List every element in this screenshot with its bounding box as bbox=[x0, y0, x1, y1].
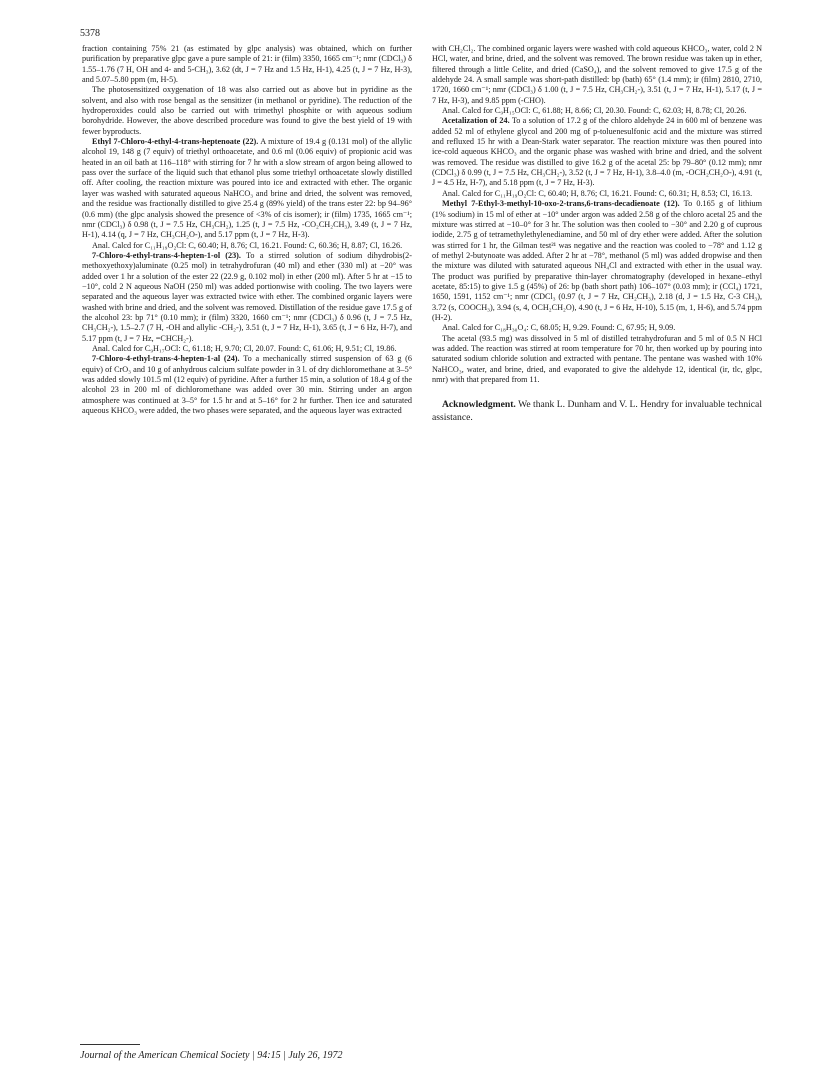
section-heading: 7-Chloro-4-ethyl-trans-4-hepten-1-ol (23). bbox=[92, 250, 241, 260]
paragraph-text: To 0.165 g of lithium (1% sodium) in 15 ml of ether at −10° under argon was added 2.58 g of the chloro acetal 25 and the mixture was stirred at −10–0° for 3 hr. The solution was then cooled to −30° and 2.20 g of cuprous iodide, 2.75 g of tetramethylethylenediamine, and 50 ml of dry ether were added. After the solution was stirred for 1 hr, the Gilman test²¹ was negative and the reaction was cooled to −78° and 1.12 g of methyl 2-butynoate was added. After 2 hr at −78°, methanol (5 ml) was added dropwise and then the mixture was diluted with saturated aqueous NH₄Cl and extracted with ether in the usual way. The product was purified by preparative thin-layer chromatography (developed in hexane–ethyl acetate, 85:15) to give 1.5 g (45%) of 26: bp (bath short path) 106–107° (0.03 mm); ir (CCl₄) 1721, 1650, 1591, 1152 cm⁻¹; nmr (CDCl₃ (0.97 (t, J = 7 Hz, CH₂CH₃), 2.18 (d, J = 1.5 Hz, C-3 CH₃), 3.72 (s, COOCH₃), 3.94 (s, 4, OCH₂CH₂O), 4.90 (t, J = 6 Hz, H-10), 5.15 (m, 1, H-6), and 5.74 ppm (H-2). bbox=[432, 199, 762, 322]
paragraph bbox=[432, 199, 762, 323]
paragraph-text: A mixture of 19.4 g (0.131 mol) of the allylic alcohol 19, 148 g (7 equiv) of triethyl orthoacetate, and 0.6 ml (0.06 equiv) of propionic acid was heated in an oil bath at 116–118° with stirring for 7 hr with a slow stream of argon being allowed to pass over the surface of the liquid such that ethanol plus some triethyl orthoacetate slowly distilled off. After cooling, the reaction mixture was poured into ice and extracted with ether. The organic layer was washed with saturated aqueous NaHCO₃ and brine and dried, the solvent was removed, and the residue was fractionally distilled to give 25.4 g (89% yield) of the trans ester 22: bp 94–96° (0.6 mm) (the glpc analysis showed the presence of <3% of cis isomer); ir (film) 1735, 1665 cm⁻¹; nmr (CDCl₃) δ 0.98 (t, J = 7.5 Hz, CH₃CH₂), 1.25 (t, J = 7.5 Hz, -CO₂CH₂CH₃), 3.49 (t, J = 7 Hz, H-1), 4.14 (q, J = 7 Hz, CH₃CH₂O-), and 5.17 ppm (t, J = 7 Hz, H-3). bbox=[82, 137, 412, 240]
paragraph-text: To a stirred solution of sodium dihydrobis(2-methoxyethoxy)aluminate (0.25 mol) in tetrahydrofuran (40 ml) and ether (330 ml) at −20° was added over 1 hr a solution of the ester 22 (22.9 g, 0.102 mol) in ether (200 ml). After 5 hr at −15 to −10°, cold 2 N aqueous NaOH (250 ml) was added portionwise with cooling. The two layers were separated and the aqueous layer was extracted twice with ether. The combined organic layers were washed with brine and dried, and the solvent was removed. Distillation of the residue gave 17.5 g of the alcohol 23: bp 71° (0.10 mm); ir (film) 3320, 1660 cm⁻¹; nmr (CDCl₃) δ 0.96 (t, J = 7.5 Hz, CH₃CH₂-), 1.5–2.7 (7 H, -OH and allylic -CH₂-), 3.51 (t, J = 7 Hz, H-1), 3.65 (t, J = 6 Hz, H-7), and 5.17 ppm (t, J = 7 Hz, =CHCH₂-). bbox=[82, 250, 412, 343]
paragraph-text: Anal. Calcd for C₁₈H₃₀O₄: C, 68.05; H, 9.29. Found: C, 67.95; H, 9.09. bbox=[442, 323, 676, 333]
paragraph bbox=[432, 106, 762, 116]
journal-footer: Journal of the American Chemical Society | 94:15 | July 26, 1972 bbox=[80, 1050, 343, 1061]
paragraph bbox=[82, 85, 412, 137]
paragraph bbox=[82, 137, 412, 240]
section-heading: Ethyl 7-Chloro-4-ethyl-4-trans-heptenoate (22). bbox=[92, 137, 259, 147]
paragraph bbox=[432, 323, 762, 333]
paragraph bbox=[82, 354, 412, 416]
paragraph bbox=[432, 189, 762, 199]
paragraph-text: fraction containing 75% 21 (as estimated by glpc analysis) was obtained, which on further purification by preparative glpc gave a pure sample of 21: ir (film) 3350, 1665 cm⁻¹; nmr (CDCl₃) δ 1.55–1.76 (7 H, OH and 4- and 5-CH₃), 3.62 (dt, J = 7 Hz and 1.5 Hz, H-1), 4.25 (t, J = 7 Hz, H-3), and 5.07–5.80 ppm (m, H-5). bbox=[82, 44, 412, 85]
left-column bbox=[82, 44, 412, 416]
paragraph-text: The acetal (93.5 mg) was dissolved in 5 ml of distilled tetrahydrofuran and 5 ml of 0.5 N HCl was added. The reaction was stirred at room temperature for 70 hr, then worked up by pouring into saturated sodium chloride solution and extracted with pentane. The pentane was washed with 10% NaHCO₃, water, and brine, dried, and evaporated to give the aldehyde 12, identical (ir, tlc, glpc, nmr) with that prepared from 11. bbox=[432, 333, 762, 384]
section-heading: Methyl 7-Ethyl-3-methyl-10-oxo-2-trans,6-trans-decadienoate (12). bbox=[442, 199, 680, 209]
paragraph-text: Anal. Calcd for C₉H₁₅OCl: C, 61.88; H, 8.66; Cl, 20.30. Found: C, 62.03; H, 8.78; Cl, 20.26. bbox=[442, 106, 747, 116]
paragraph bbox=[82, 241, 412, 251]
paragraph-text: Anal. Calcd for C₉H₁₇OCl: C, 61.18; H, 9.70; Cl, 20.07. Found: C, 61.06; H, 9.51; Cl, 19.86. bbox=[92, 343, 397, 353]
acknowledgment-text: We thank L. Dunham and V. L. Hendry for invaluable technical assistance. bbox=[432, 399, 762, 423]
acknowledgment-heading: Acknowledgment. bbox=[442, 399, 516, 411]
paragraph-text: To a solution of 17.2 g of the chloro aldehyde 24 in 600 ml of benzene was added 52 ml of ethylene glycol and 200 mg of p-toluenesulfonic acid and the mixture was stirred and refluxed 15 hr with a Dean-Stark water separator. The reaction mixture was then poured into ice-cold aqueous KHCO₃ and the organic phase was washed with brine and dried, and the solvent was removed. The residue was distilled to give 16.2 g of the acetal 25: bp 79–80° (0.12 mm); nmr (CDCl₃) δ 0.99 (t, J = 7.5 Hz, CH₃CH₂-), 3.52 (t, J = 7 Hz, H-1), 3.8–4.0 (m, -OCH₂CH₂O-), 4.91 (t, J = 4.5 Hz, H-7), and 5.18 ppm (t, J = 7 Hz, H-3). bbox=[432, 116, 762, 188]
right-column bbox=[432, 44, 762, 424]
section-heading: Acetalization of 24. bbox=[442, 116, 510, 126]
page-number: 5378 bbox=[80, 28, 100, 39]
paragraph-text: Anal. Calcd for C₁₁H₁₉O₂Cl: C, 60.40; H, 8.76; Cl, 16.21. Found: C, 60.36; H, 8.87; Cl, 16.26. bbox=[92, 240, 403, 250]
paragraph-text: The photosensitized oxygenation of 18 was also carried out as above but in pyridine as the solvent, and also with rose bengal as the sensitizer (in methanol or pyridine). The reduction of the hydroperoxides could also be carried out with trimethyl phosphite or with aqueous sodium borohydride. However, the above described procedure was found to give the best yield of 19 with fewer byproducts. bbox=[82, 85, 412, 136]
footer-rule bbox=[80, 1044, 140, 1045]
acknowledgment bbox=[432, 399, 762, 423]
paragraph bbox=[82, 44, 412, 85]
paragraph-text: To a mechanically stirred suspension of 63 g (6 equiv) of CrO₃ and 10 g of anhydrous calcium sulfate powder in 3 l. of dry dichloromethane at 3–5° was added slowly 101.5 ml (12 equiv) of pyridine. After a further 15 min, a solution of 18.4 g of the alcohol 23 in 200 ml of dichloromethane was added over 30 min. Stirring under an argon atmosphere was continued at 3–5° for 1.5 hr and at 5–16° for 2 hr further. Then ice and saturated aqueous KHCO₃ were added, the two phases were separated, and the aqueous layer was extracted bbox=[82, 354, 413, 416]
paragraph bbox=[432, 334, 762, 386]
paragraph bbox=[432, 116, 762, 188]
paragraph bbox=[82, 344, 412, 354]
paragraph-text: Anal. Calcd for C₁₁H₁₉O₂Cl: C, 60.40; H, 8.76; Cl, 16.21. Found: C, 60.31; H, 8.53; Cl, 16.13. bbox=[442, 188, 753, 198]
section-heading: 7-Chloro-4-ethyl-trans-4-hepten-1-al (24). bbox=[92, 354, 240, 364]
paragraph bbox=[82, 251, 412, 344]
paragraph bbox=[432, 44, 762, 106]
paragraph-text: with CH₂Cl₂. The combined organic layers were washed with cold aqueous KHCO₃, water, cold 2 N HCl, water, and brine, dried, and the solvent was removed. The brown residue was taken up in ether, filtered through a little Celite, and dried (CaSO₄), and the solvent removed to give 17.5 g of the aldehyde 24. A small sample was short-path distilled: bp (bath) 65° (1.4 mm); ir (film) 2810, 2710, 1720, 1660 cm⁻¹; nmr (CDCl₃) δ 1.00 (t, J = 7.5 Hz, CH₃CH₂-), 3.51 (t, J = 7 Hz, H-1), 5.17 (t, J = 7 Hz, H-3), and 9.85 ppm (-CHO). bbox=[432, 44, 762, 105]
